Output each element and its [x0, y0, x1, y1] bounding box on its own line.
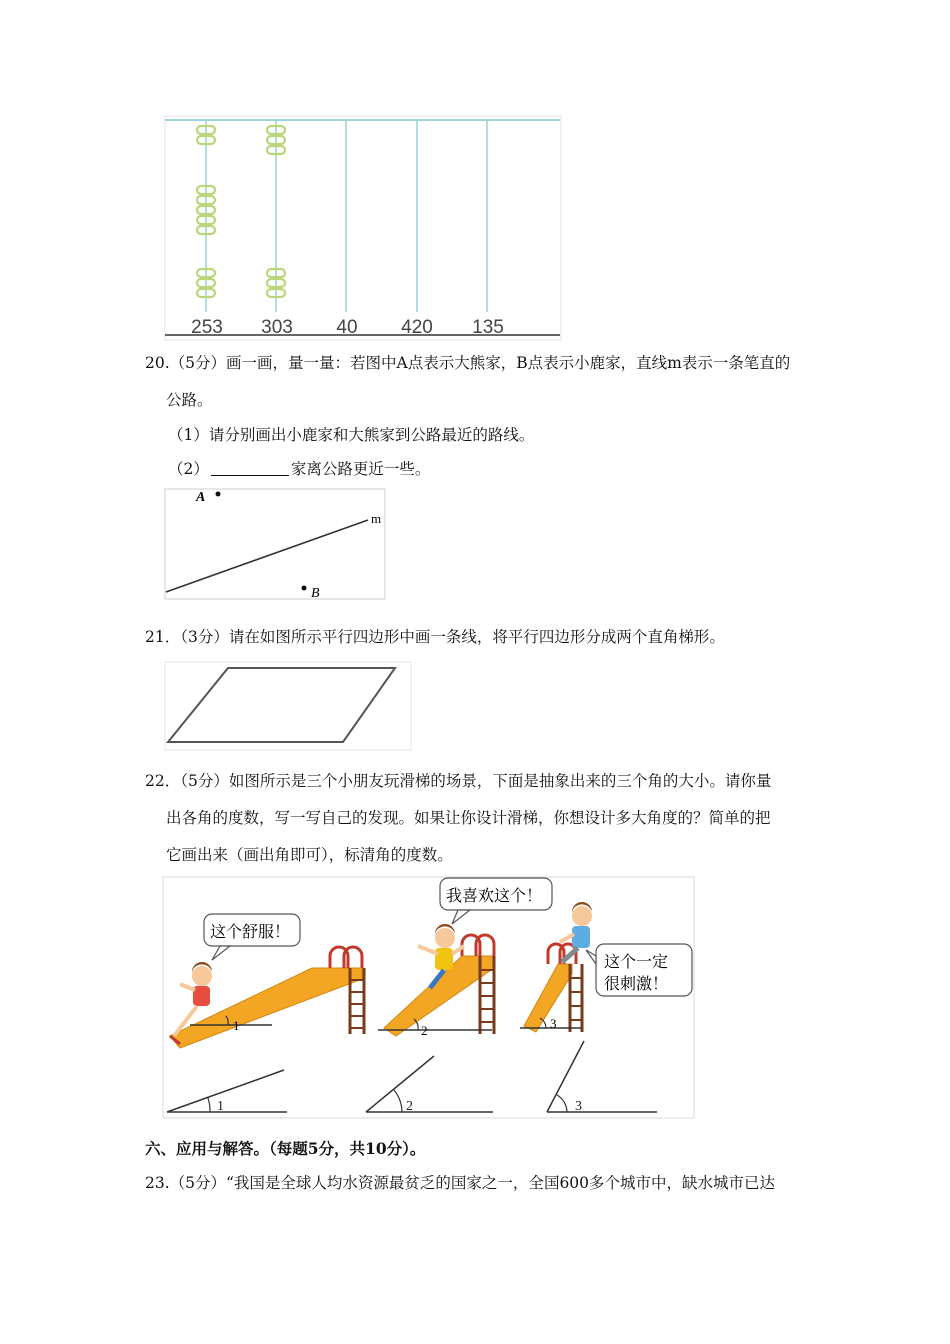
q20-sub2-prefix: （2） — [168, 460, 209, 478]
label-b: B — [311, 586, 320, 601]
label-m: m — [371, 511, 382, 526]
q20-heading-cont: 公路。 — [166, 391, 213, 409]
q20-sub2 — [168, 459, 430, 479]
bubble-1: 这个舒服！ — [210, 922, 291, 941]
bubble-3-line1: 这个一定 — [604, 952, 669, 971]
point-b — [302, 586, 307, 591]
angle-label: 3 — [550, 1016, 557, 1031]
q20-heading: 20.（5分）画一画，量一量：若图中A点表示大熊家，B点表示小鹿家，直线m表示一条笔直的 — [145, 354, 791, 372]
abstract-angle-label: 2 — [406, 1099, 413, 1114]
q20-sub1: （1）请分别画出小鹿家和大熊家到公路最近的路线。 — [168, 426, 535, 444]
parallelogram-figure — [163, 660, 413, 752]
slides-figure — [162, 876, 695, 1119]
q21-text: 21．（3分）请在如图所示平行四边形中画一条线，将平行四边形分成两个直角梯形。 — [145, 628, 725, 646]
q22-line3: 它画出来（画出角即可），标清角的度数。 — [166, 846, 453, 864]
abstract-angle-label: 1 — [217, 1099, 224, 1114]
abstract-angle-label: 3 — [575, 1099, 582, 1114]
abacus-number: 303 — [261, 317, 293, 338]
abacus-number: 253 — [191, 317, 223, 338]
road-figure — [163, 487, 388, 602]
q23-text: 23.（5分）“我国是全球人均水资源最贫乏的国家之一，全国600多个城市中，缺水城市已达 — [145, 1174, 776, 1192]
abacus-number: 135 — [472, 317, 504, 338]
q20-sub2-suffix: 家离公路更近一些。 — [290, 460, 431, 478]
bubble-2: 我喜欢这个！ — [446, 886, 543, 905]
bubble-3-line2: 很刺激！ — [604, 974, 669, 993]
answer-blank[interactable] — [211, 459, 289, 476]
point-a — [216, 492, 221, 497]
abacus-number: 40 — [336, 317, 358, 338]
q22-line2: 出各角的度数，写一写自己的发现。如果让你设计滑梯，你想设计多大角度的？简单的把 — [166, 809, 771, 827]
q22-line1: 22．（5分）如图所示是三个小朋友玩滑梯的场景，下面是抽象出来的三个角的大小。请你量 — [145, 772, 772, 790]
label-a: A — [196, 490, 206, 505]
angle-label: 2 — [421, 1023, 428, 1038]
abacus-number: 420 — [401, 317, 433, 338]
abacus-figure — [160, 112, 565, 344]
angle-label: 1 — [233, 1018, 240, 1033]
section-6-title: 六、应用与解答。（每题5分，共10分）。 — [145, 1139, 426, 1158]
